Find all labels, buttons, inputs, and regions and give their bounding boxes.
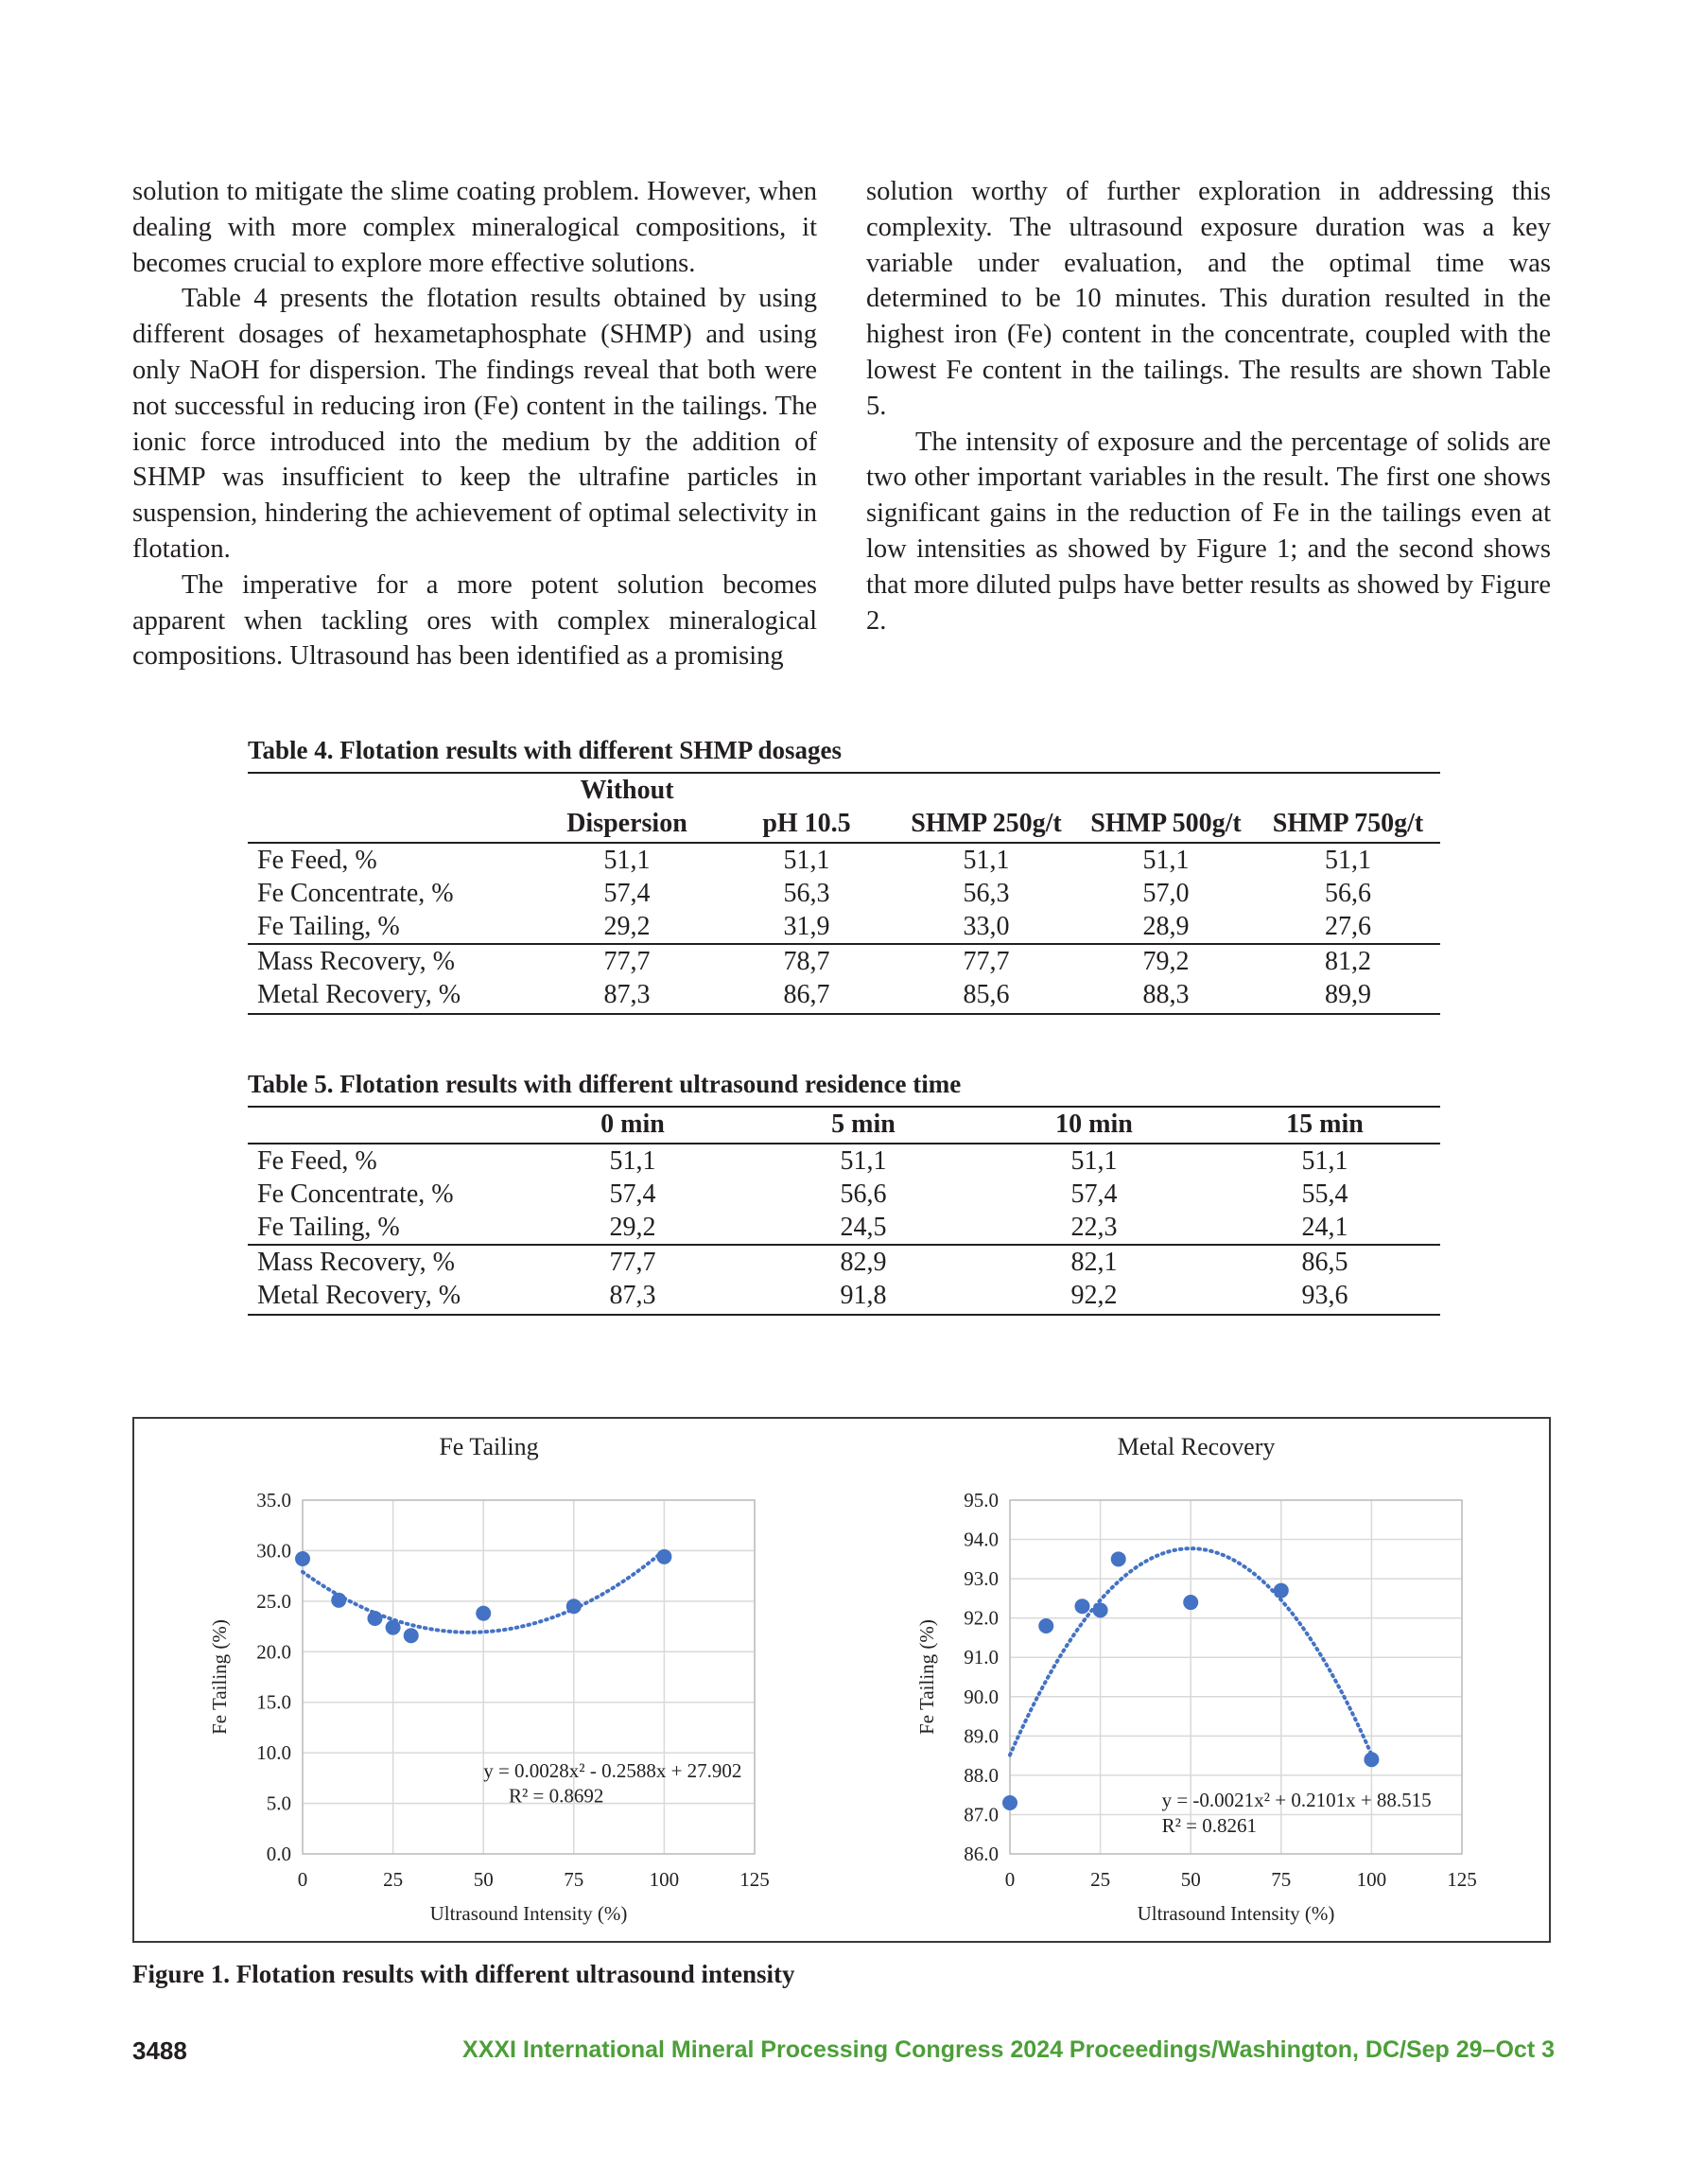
x-tick-label: 0	[1004, 1868, 1016, 1891]
y-tick-label: 86.0	[964, 1843, 999, 1865]
data-point	[295, 1551, 310, 1566]
body-paragraph: Table 4 presents the flotation results obtained by using different dosages of hexametaphosphate (SHMP) and using only NaOH for dispersion. The findings reveal that both were not successful in reducing iron (Fe) content in the tailings. The ionic force introduced into the medium by the addition of SHMP was insufficient to keep the ultrafine particles in suspension, hindering the achievement of optimal selectivity in flotation.	[132, 284, 817, 564]
table4-cell: 87,3	[537, 978, 717, 1014]
table4-row	[248, 944, 1440, 978]
x-axis-label: Ultrasound Intensity (%)	[1137, 1902, 1335, 1925]
data-point	[1183, 1595, 1198, 1610]
data-point	[1002, 1795, 1017, 1810]
table5-row-label: Fe Tailing, %	[257, 1213, 400, 1242]
x-tick-label: 25	[383, 1868, 404, 1891]
table4-cell: 57,0	[1142, 879, 1190, 908]
table4-header-cell: Dispersion	[537, 807, 717, 843]
table5-header-cell	[248, 1107, 517, 1144]
table4-header-cell: Without	[537, 773, 717, 807]
table5-cell: 51,1	[840, 1146, 887, 1176]
data-point	[566, 1599, 582, 1614]
table4-cell: 57,4	[603, 879, 651, 908]
y-axis-label: Fe Tailing (%)	[915, 1619, 938, 1735]
data-point	[476, 1606, 491, 1621]
table4-header-cell: pH 10.5	[717, 807, 896, 843]
x-tick-label: 0	[297, 1868, 308, 1891]
table5-cell: 87,3	[517, 1279, 748, 1315]
table5-cell: 51,1	[609, 1146, 656, 1176]
body-paragraph: solution worthy of further exploration in addressing this complexity. The ultrasound exposure duration was a key variable under evaluation, and the optimal time was determined to be 10 minutes. This duration resulted in the highest iron (Fe) content in the concentrate, coupled with the lowest Fe content in the tailings. The results are shown Table 5.	[866, 177, 1551, 421]
y-tick-label: 89.0	[964, 1724, 999, 1748]
table5-cell: 22,3	[1070, 1213, 1118, 1242]
table4-cell: 77,7	[896, 944, 1076, 978]
y-tick-label: 30.0	[256, 1539, 291, 1563]
data-point	[1093, 1602, 1108, 1617]
table4-header-cell: SHMP 250g/t	[896, 807, 1076, 843]
table4-cell: 51,1	[603, 846, 651, 875]
table5-row-label: Mass Recovery, %	[248, 1245, 517, 1279]
x-tick-label: 50	[473, 1868, 494, 1891]
table4-row	[248, 910, 1440, 944]
table5-cell: 51,1	[1070, 1146, 1118, 1176]
table4-cell: 51,1	[783, 846, 830, 875]
y-tick-label: 5.0	[266, 1791, 291, 1815]
trendline-r-squared: R² = 0.8261	[1161, 1814, 1258, 1838]
y-tick-label: 15.0	[256, 1690, 291, 1714]
table5-cell: 51,1	[1301, 1146, 1348, 1176]
y-tick-label: 92.0	[964, 1606, 999, 1630]
table5-cell: 55,4	[1301, 1179, 1348, 1209]
y-tick-label: 94.0	[964, 1528, 999, 1551]
table5-header-cell: 0 min	[517, 1107, 748, 1144]
data-point	[656, 1549, 671, 1564]
y-tick-label: 10.0	[256, 1741, 291, 1765]
table4-row-label: Mass Recovery, %	[248, 944, 537, 978]
table4-cell: 31,9	[783, 912, 830, 941]
table4-cell: 88,3	[1076, 978, 1256, 1014]
table4-cell: 89,9	[1256, 978, 1440, 1014]
x-tick-label: 50	[1180, 1868, 1201, 1891]
y-tick-label: 35.0	[256, 1489, 291, 1511]
data-point	[367, 1611, 382, 1626]
table5-cell: 92,2	[979, 1279, 1209, 1315]
table4-row-label: Fe Tailing, %	[257, 912, 400, 941]
table4-row	[248, 877, 1440, 910]
table5-caption: Table 5. Flotation results with different ultrasound residence time	[248, 1070, 962, 1098]
table4-caption: Table 4. Flotation results with different SHMP dosages	[248, 736, 843, 764]
table4	[248, 772, 1440, 1015]
data-point	[331, 1593, 346, 1608]
y-tick-label: 88.0	[964, 1763, 999, 1787]
figure1-frame	[132, 1417, 1551, 1943]
table4-cell: 28,9	[1142, 912, 1190, 941]
table5-row-label: Fe Concentrate, %	[257, 1179, 454, 1209]
body-column-left	[132, 174, 817, 674]
table5-header-cell: 10 min	[979, 1107, 1209, 1144]
trendline-r-squared: R² = 0.8692	[508, 1784, 604, 1808]
table5-cell: 29,2	[609, 1213, 656, 1242]
table4-header-cell: SHMP 750g/t	[1256, 807, 1440, 843]
table5	[248, 1106, 1440, 1316]
table5-row-label: Fe Feed, %	[257, 1146, 377, 1176]
data-point	[1274, 1583, 1289, 1599]
table5-cell: 24,1	[1301, 1213, 1348, 1242]
table4-cell: 79,2	[1076, 944, 1256, 978]
table5-cell: 82,9	[748, 1245, 979, 1279]
body-paragraph: The imperative for a more potent solution becomes apparent when tackling ores with complex mineralogical compositions. Ultrasound has been identified as a promising	[132, 569, 817, 672]
chart-title: Fe Tailing	[439, 1433, 539, 1460]
trendline-equation: y = -0.0021x² + 0.2101x + 88.515	[1161, 1789, 1432, 1812]
table4-header-row-top	[248, 773, 1440, 807]
table5-row	[248, 1279, 1440, 1315]
table5-header-cell: 15 min	[1209, 1107, 1440, 1144]
y-tick-label: 0.0	[266, 1843, 291, 1865]
table4-cell: 51,1	[963, 846, 1010, 875]
table4-row	[248, 978, 1440, 1014]
table4-cell: 56,6	[1325, 879, 1371, 908]
table4-cell: 33,0	[963, 912, 1010, 941]
x-tick-label: 100	[1356, 1868, 1387, 1891]
table5-cell: 57,4	[1070, 1179, 1118, 1209]
table5-row	[248, 1178, 1440, 1211]
chart-metal-recovery	[842, 1419, 1549, 1941]
table5-cell: 86,5	[1209, 1245, 1440, 1279]
data-point	[404, 1628, 419, 1643]
table5-header-row	[248, 1107, 1440, 1144]
x-tick-label: 100	[649, 1868, 680, 1891]
table4-cell: 81,2	[1256, 944, 1440, 978]
table4-row-label: Metal Recovery, %	[248, 978, 537, 1014]
data-point	[1074, 1599, 1089, 1614]
y-tick-label: 87.0	[964, 1803, 999, 1826]
body-paragraph: solution to mitigate the slime coating problem. However, when dealing with more complex mineralogical compositions, it becomes crucial to explore more effective solutions.	[132, 177, 817, 278]
table5-cell: 77,7	[517, 1245, 748, 1279]
data-point	[1111, 1551, 1126, 1566]
table4-cell: 51,1	[1142, 846, 1190, 875]
table4-header-row	[248, 807, 1440, 843]
chart-fe-tailing	[134, 1419, 842, 1941]
x-tick-label: 25	[1090, 1868, 1111, 1891]
table5-cell: 56,6	[840, 1179, 887, 1209]
body-paragraph: The intensity of exposure and the percentage of solids are two other important variables in the result. The first one shows significant gains in the reduction of Fe in the tailings even at low intensities as showed by Figure 1; and the second shows that more diluted pulps have better results as showed by Figure 2.	[866, 427, 1551, 636]
table4-row-label: Fe Feed, %	[257, 846, 377, 875]
table4-cell: 56,3	[963, 879, 1010, 908]
table4-header-cell	[896, 773, 1076, 807]
table5-cell: 82,1	[979, 1245, 1209, 1279]
table4-cell: 56,3	[783, 879, 830, 908]
figure1-caption: Figure 1. Flotation results with different ultrasound intensity	[132, 1960, 795, 1988]
body-column-right	[866, 174, 1551, 638]
y-tick-label: 95.0	[964, 1489, 999, 1511]
table5-cell: 93,6	[1209, 1279, 1440, 1315]
data-point	[1038, 1618, 1053, 1634]
running-footer: XXXI International Mineral Processing Congress 2024 Proceedings/Washington, DC/Sep 29–Oct 3	[462, 2036, 1555, 2063]
x-axis-label: Ultrasound Intensity (%)	[429, 1902, 628, 1925]
table4-header-cell: SHMP 500g/t	[1076, 807, 1256, 843]
page-number: 3488	[132, 2036, 187, 2065]
table4-row	[248, 843, 1440, 877]
table5-body	[248, 1144, 1440, 1315]
table4-header-cell	[248, 773, 537, 807]
x-tick-label: 75	[1271, 1868, 1292, 1891]
y-tick-label: 90.0	[964, 1685, 999, 1708]
y-tick-label: 93.0	[964, 1567, 999, 1591]
x-tick-label: 125	[1447, 1868, 1477, 1891]
data-point	[1364, 1752, 1379, 1767]
table5-row-label: Metal Recovery, %	[248, 1279, 517, 1315]
chart-title: Metal Recovery	[1117, 1433, 1276, 1460]
data-point	[386, 1620, 401, 1635]
table5-cell: 24,5	[840, 1213, 887, 1242]
x-tick-label: 75	[564, 1868, 584, 1891]
table5-row	[248, 1211, 1440, 1245]
table5-header-cell: 5 min	[748, 1107, 979, 1144]
table4-cell: 85,6	[896, 978, 1076, 1014]
y-tick-label: 91.0	[964, 1646, 999, 1669]
table4-cell: 51,1	[1325, 846, 1371, 875]
x-tick-label: 125	[739, 1868, 770, 1891]
table4-header-cell	[717, 773, 896, 807]
trendline-equation: y = 0.0028x² - 0.2588x + 27.902	[483, 1758, 742, 1782]
table4-header-cell	[248, 807, 537, 843]
y-tick-label: 25.0	[256, 1589, 291, 1613]
table4-header-cell	[1076, 773, 1256, 807]
table5-row	[248, 1144, 1440, 1178]
table5-cell: 57,4	[609, 1179, 656, 1209]
table4-cell: 86,7	[717, 978, 896, 1014]
table5-row	[248, 1245, 1440, 1279]
table4-row-label: Fe Concentrate, %	[257, 879, 454, 908]
y-axis-label: Fe Tailing (%)	[208, 1619, 231, 1735]
table4-cell: 78,7	[717, 944, 896, 978]
table5-cell: 91,8	[748, 1279, 979, 1315]
table4-cell: 77,7	[537, 944, 717, 978]
table4-cell: 29,2	[603, 912, 651, 941]
y-tick-label: 20.0	[256, 1640, 291, 1664]
table4-header-cell	[1256, 773, 1440, 807]
table4-cell: 27,6	[1325, 912, 1371, 941]
table4-body	[248, 843, 1440, 1014]
